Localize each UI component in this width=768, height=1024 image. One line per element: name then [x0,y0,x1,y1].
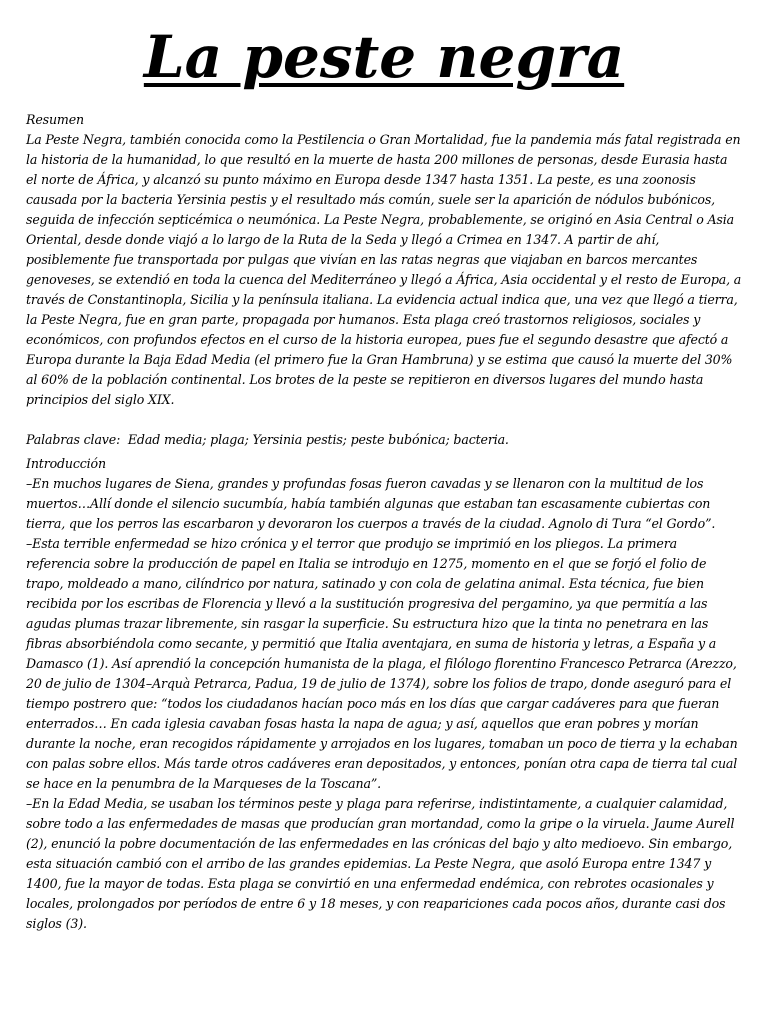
introduction-section [26,454,742,934]
introduction-heading: Introducción [26,456,106,471]
document-title [26,14,742,100]
abstract-heading: Resumen [26,112,84,127]
section-spacer [26,410,742,430]
document-title-text: La peste negra [143,23,625,91]
introduction-paragraph-1: –En muchos lugares de Siena, grandes y profundas fosas fueron cavadas y se llenaron con la multitud de los muertos…Allí donde el silencio sucumbía, había también algunas que estaban tan escasamente cubiertas con tierra, que los perros las escarbaron y devoraron los cuerpos a través de la ciudad. Agnolo di Tura “el Gordo”. [26,476,716,531]
abstract-section [26,110,742,410]
abstract-text: La Peste Negra, también conocida como la Pestilencia o Gran Mortalidad, fue la pandemia más fatal registrada en la historia de la humanidad, lo que resultó en la muerte de hasta 200 millones de personas, desde Eurasia hasta el norte de África, y alcanzó su punto máximo en Europa desde 1347 hasta 1351. La peste, es una zoonosis causada por la bacteria Yersinia pestis y el resultado más común, suele ser la aparición de nódulos bubónicos, seguida de infección septicémica o neumónica. La Peste Negra, probablemente, se originó en Asia Central o Asia Oriental, desde donde viajó a lo largo de la Ruta de la Seda y llegó a Crimea en 1347. A partir de ahí, posiblemente fue transportada por pulgas que vivían en las ratas negras que viajaban en barcos mercantes genoveses, se extendió en toda la cuenca del Mediterráneo y llegó a África, Asia occidental y el resto de Europa, a través de Constantinopla, Sicilia y la península italiana. La evidencia actual indica que, una vez que llegó a tierra, la Peste Negra, fue en gran parte, propagada por humanos. Esta plaga creó trastornos religiosos, sociales y económicos, con profundos efectos en el curso de la historia europea, pues fue el segundo desastre que afectó a Europa durante la Baja Edad Media (el primero fue la Gran Hambruna) y se estima que causó la muerte del 30% al 60% de la población continental. Los brotes de la peste se repitieron en diversos lugares del mundo hasta principios del siglo XIX. [26,132,742,407]
introduction-paragraph-2: –Esta terrible enfermedad se hizo crónica y el terror que produjo se imprimió en los pliegos. La primera referencia sobre la producción de papel en Italia se introdujo en 1275, momento en el que se forjó el folio de trapo, moldeado a mano, cilíndrico por natura, satinado y con cola de gelatina animal. Esta técnica, fue bien recibida por los escribas de Florencia y llevó a la sustitución progresiva del pergamino, ya que permitía a las agudas plumas trazar libremente, sin rasgar la superficie. Su estructura hizo que la tinta no penetrara en las fibras absorbiéndola como secante, y permitió que Italia aventajara, en suma de historia y letras, a España y a Damasco (1). Así aprendió la concepción humanista de la plaga, el filólogo florentino Francesco Petrarca (Arezzo, 20 de julio de 1304–Arquà Petrarca, Padua, 19 de julio de 1374), sobre los folios de trapo, donde aseguró para el tiempo postrero que: “todos los ciudadanos hacían poco más en los días que cargar cadáveres para que fueran enterrados… En cada iglesia cavaban fosas hasta la napa de agua; y así, aquellos que eran pobres y morían durante la noche, eran recogidos rápidamente y arrojados en los lugares, tomaban un poco de tierra y la echaban con palas sobre ellos. Más tarde otros cadáveres eran depositados, y entonces, ponían otra capa de tierra tal cual se hace en la penumbra de la Marqueses de la Toscana”. [26,536,738,791]
keywords-label: Palabras clave: [26,432,121,447]
introduction-paragraph-3: –En la Edad Media, se usaban los términos peste y plaga para referirse, indistintamente, a cualquier calamidad, sobre todo a las enfermedades de masas que producían gran mortandad, como la gripe o la viruela. Jaume Aurell (2), enunció la pobre documentación de las enfermedades en las crónicas del bajo y alto medioevo. Sin embargo, esta situación cambió con el arribo de las grandes epidemias. La Peste Negra, que asoló Europa entre 1347 y 1400, fue la mayor de todas. Esta plaga se convirtió en una enfermedad endémica, con rebrotes ocasionales y locales, prolongados por períodos de entre 6 y 18 meses, y con reapariciones cada pocos años, durante casi dos siglos (3). [26,796,735,931]
keywords-text: Edad media; plaga; Yersinia pestis; peste bubónica; bacteria. [127,432,509,447]
keywords-line [26,430,742,450]
keywords-section [26,430,742,450]
